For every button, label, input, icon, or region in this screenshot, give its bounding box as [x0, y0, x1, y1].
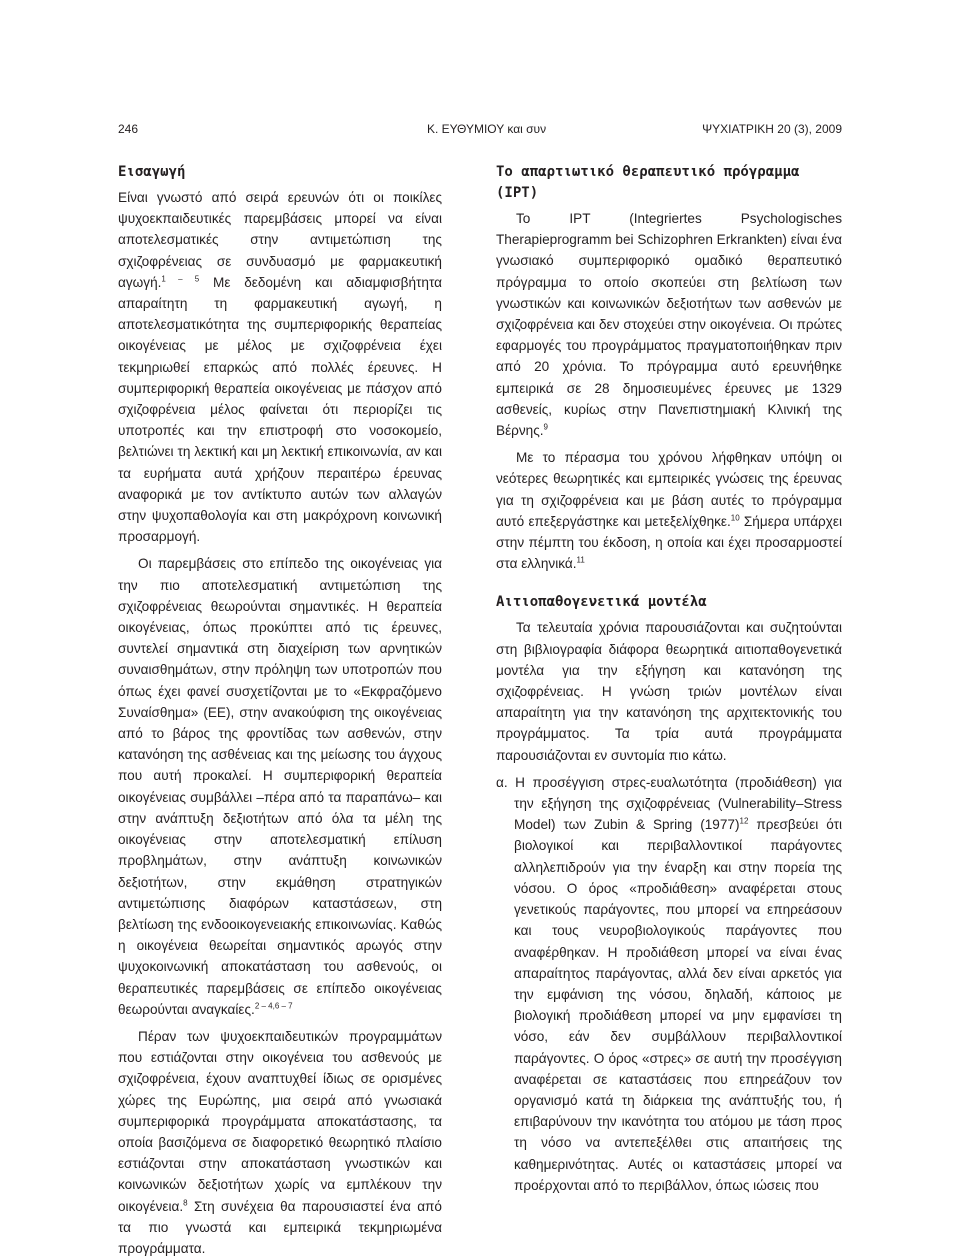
paragraph [118, 553, 442, 1019]
citation: 12 [739, 816, 749, 826]
text-run: Το IPT (Integriertes Psychologisches Therapieprogramm bei Schizophren Erkrankten) είναι ένα γνωσιακό συμπεριφορικό ομαδικό θεραπευτικό πρόγραμμα το οποίο σκοπεύει στη βελτίωση των γνωστικών και κοινωνικών δεξιοτήτων των ασθενών με σχιζοφρένεια και δεν στοχεύει στην οικογένεια. Οι πρώτες εφαρμογές του προγράμματος πραγματοποιήθηκαν πριν από 20 χρόνια. Το πρόγραμμα αυτό ερευνήθηκε εμπειρικά σε 28 δημοσιευμένες έρευνες με 1329 ασθενείς, κυρίως στην Πανεπιστημιακή Κλινική της Βέρνης. [496, 211, 842, 439]
text-run: Πέραν των ψυχοεκπαιδευτικών προγραμμάτων που εστιάζονται στην οικογένεια του ασθενούς με σχιζοφρένεια, έχουν αναπτυχθεί ίδιως σε ορισμένες χώρες της Ευρώπης, μια σειρά από γνωσιακά συμπεριφορικά προγράμματα αποκατάστασης, τα οποία βασιζόμενα σε διαφορετικό θεωρητικό πλαίσιο εστιάζονται στην αποκατάσταση γνωστικών και κοινωνικών δεξιοτήτων χωρίς να εμπλέκουν την οικογένεια. [118, 1028, 442, 1214]
text-run: Είναι γνωστό από σειρά ερευνών ότι οι ποικίλες ψυχοεκπαιδευτικές παρεμβάσεις μπορεί να είναι αποτελεσματικές στην αντιμετώπιση της σχιζοφρένειας σε συνδυασμό με φαρμακευτική αγωγή. [118, 190, 442, 290]
list-item [496, 772, 842, 1196]
paragraph [496, 208, 842, 441]
citation: 11 [576, 555, 585, 565]
running-head-authors: Κ. ΕΥΘΥΜΙΟΥ και συν [427, 122, 547, 136]
running-head-journal: ΨΥΧΙΑΤΡΙΚΗ 20 (3), 2009 [702, 122, 842, 136]
right-column [496, 162, 842, 1196]
paragraph [118, 1026, 442, 1259]
paragraph [496, 447, 842, 574]
citation: 10 [730, 513, 740, 523]
paragraph [118, 187, 442, 547]
section-heading-ipt: Το απαρτιωτικό θεραπευτικό πρόγραμμα (IPT) [496, 164, 800, 201]
section-heading-models: Αιτιοπαθογενετικά μοντέλα [496, 594, 707, 611]
section-heading-introduction: Εισαγωγή [118, 164, 186, 180]
citation: 8 [183, 1198, 188, 1208]
text-run: Με το πέρασμα του χρόνου λήφθηκαν υπόψη οι νεότερες θεωρητικές και εμπειρικές γνώσεις της έρευνας για τη σχιζοφρένεια και με βάση αυτές το πρόγραμμα αυτό επεξεργάστηκε και μετεξελίχθηκε. [496, 450, 842, 529]
text-run: πρεσβεύει ότι βιολογικοί και περιβαλλοντικοί παράγοντες αλληλεπιδρούν για την έναρξη και στην πορεία της νόσου. Ο όρος «προδιάθεση» αναφέρεται στους γενετικούς παράγοντες, που μπορεί να επηρεάσουν και τους νευροβιολογικούς παράγοντες που αναφέρθηκαν. Η προδιάθεση μπορεί να είναι ένας απαραίτητος παράγοντας, αλλά δεν είναι αρκετός για την εμφάνιση της νόσου, δηλαδή, κάποιος με βιολογική προδιάθεση μπορεί να μην εμφανίσει τη νόσο, εάν δεν συμβάλλουν περιβαλλοντικοί παράγοντες. Ο όρος «στρες» σε αυτή την προσέγγιση αναφέρεται σε καταστάσεις που επηρεάζουν τον οργανισμό κατά τη διάρκεια της ανάπτυξής του, ή επιβαρύνουν την ικανότητα του ατόμου με τάση προς τη νόσο να αντεπεξέλθει στις απαιτήσεις της καθημερινότητας. Αυτές οι καταστάσεις μπορεί να προέρχονται από το περιβάλλον, όπως ιώσεις που [514, 817, 842, 1193]
text-run: Σήμερα υπάρχει στην πέμπτη του έκδοση, η οποία και έχει προσαρμοστεί στα ελληνικά. [496, 513, 842, 572]
citation: 9 [543, 422, 548, 432]
text-run: Στη συνέχεια θα παρουσιαστεί ένα από τα πιο γνωστά και εμπειρικά τεκμηριωμένα προγράμματα. [118, 1198, 442, 1256]
citation: 2 – 4,6 – 7 [254, 1001, 293, 1011]
paragraph: Τα τελευταία χρόνια παρουσιάζονται και συζητούνται στη βιβλιογραφία διάφορα θεωρητικά αιτιοπαθογενετικά μοντέλα για την εξήγηση και κατανόηση της σχιζοφρένειας. Η γνώση τριών μοντέλων είναι απαραίτητη για την κατανόηση της αρχιτεκτονικής του προγράμματος. Τα τρία αυτά προγράμματα παρουσιάζονται εν συντομία πιο κάτω. [496, 620, 842, 763]
text-run: Με δεδομένη και αδιαμφισβήτητα απαραίτητη τη φαρμακευτική αγωγή, η αποτελεσματικότητα της συμπεριφορικής θεραπείας οικογένειας με μέλος με σχιζοφρένεια έχει τεκμηριωθεί επαρκώς από πολλές έρευνες. Η συμπεριφορική θεραπεία οικογένειας με πάσχον από σχιζοφρένεια μέλος φαίνεται ότι περιορίζει τις υποτροπές και την επιστροφή στο νοσοκομείο, βελτιώνει τη λεκτική και μη λεκτική επικοινωνία, αν και τα ευρήματα αυτά χρήζουν περαιτέρω έρευνας αναφορικά με τον αντίκτυπο αυτών των αλλαγών στην ψυχοπαθολογία και στη μακρόχρονη κοινωνική προσαρμογή. [118, 274, 442, 545]
left-column [118, 162, 442, 1259]
citation: 1 – 5 [161, 274, 200, 284]
page-number: 246 [118, 122, 139, 136]
text-run: Οι παρεμβάσεις στο επίπεδο της οικογένειας για την πιο αποτελεσματική αντιμετώπιση της σχιζοφρένειας θεωρούνται σημαντικές. Η θεραπεία οικογένειας, όπως προκύπτει από τις έρευνες, συντελεί σημαντικά στη διαχείριση των αρνητικών συναισθημάτων, στην πρόληψη των υποτροπών που όπως έχει φανεί συσχετίζονται με το «Εκφραζόμενο Συναίσθημα» (ΕΕ), στην ανακούφιση της οικογένειας από το βάρος της φροντίδας των ασθενών, στην κατανόηση της ασθένειας και της μείωσης του άγχους που αυτή προκαλεί. Η συμπεριφορική θεραπεία οικογένειας συμβάλλει –πέρα από τα παραπάνω– και στην ανάπτυξη δεξιοτήτων από όλα τα μέλη της οικογένειας στην αποτελεσματική επίλυση προβλημάτων, στην ανάπτυξη κοινωνικών δεξιοτήτων, στην εκμάθηση στρατηγικών αντιμετώπισης διαφόρων καταστάσεων, στη βελτίωση της ενδοοικογενειακής επικοινωνίας. Καθώς η οικογένεια θεωρείται σημαντικός αρωγός στην ψυχοκοινωνική αποκατάσταση του ασθενούς, οι θεραπευτικές παρεμβάσεις σε επίπεδο οικογένειας θεωρούνται αναγκαίες. [118, 556, 442, 1017]
text-run: α. Η προσέγγιση στρες-ευαλωτότητα (προδιάθεση) για την εξήγηση της σχιζοφρένειας (Vulnerability–Stress Model) των Zubin & Spring (1977) [496, 774, 842, 833]
